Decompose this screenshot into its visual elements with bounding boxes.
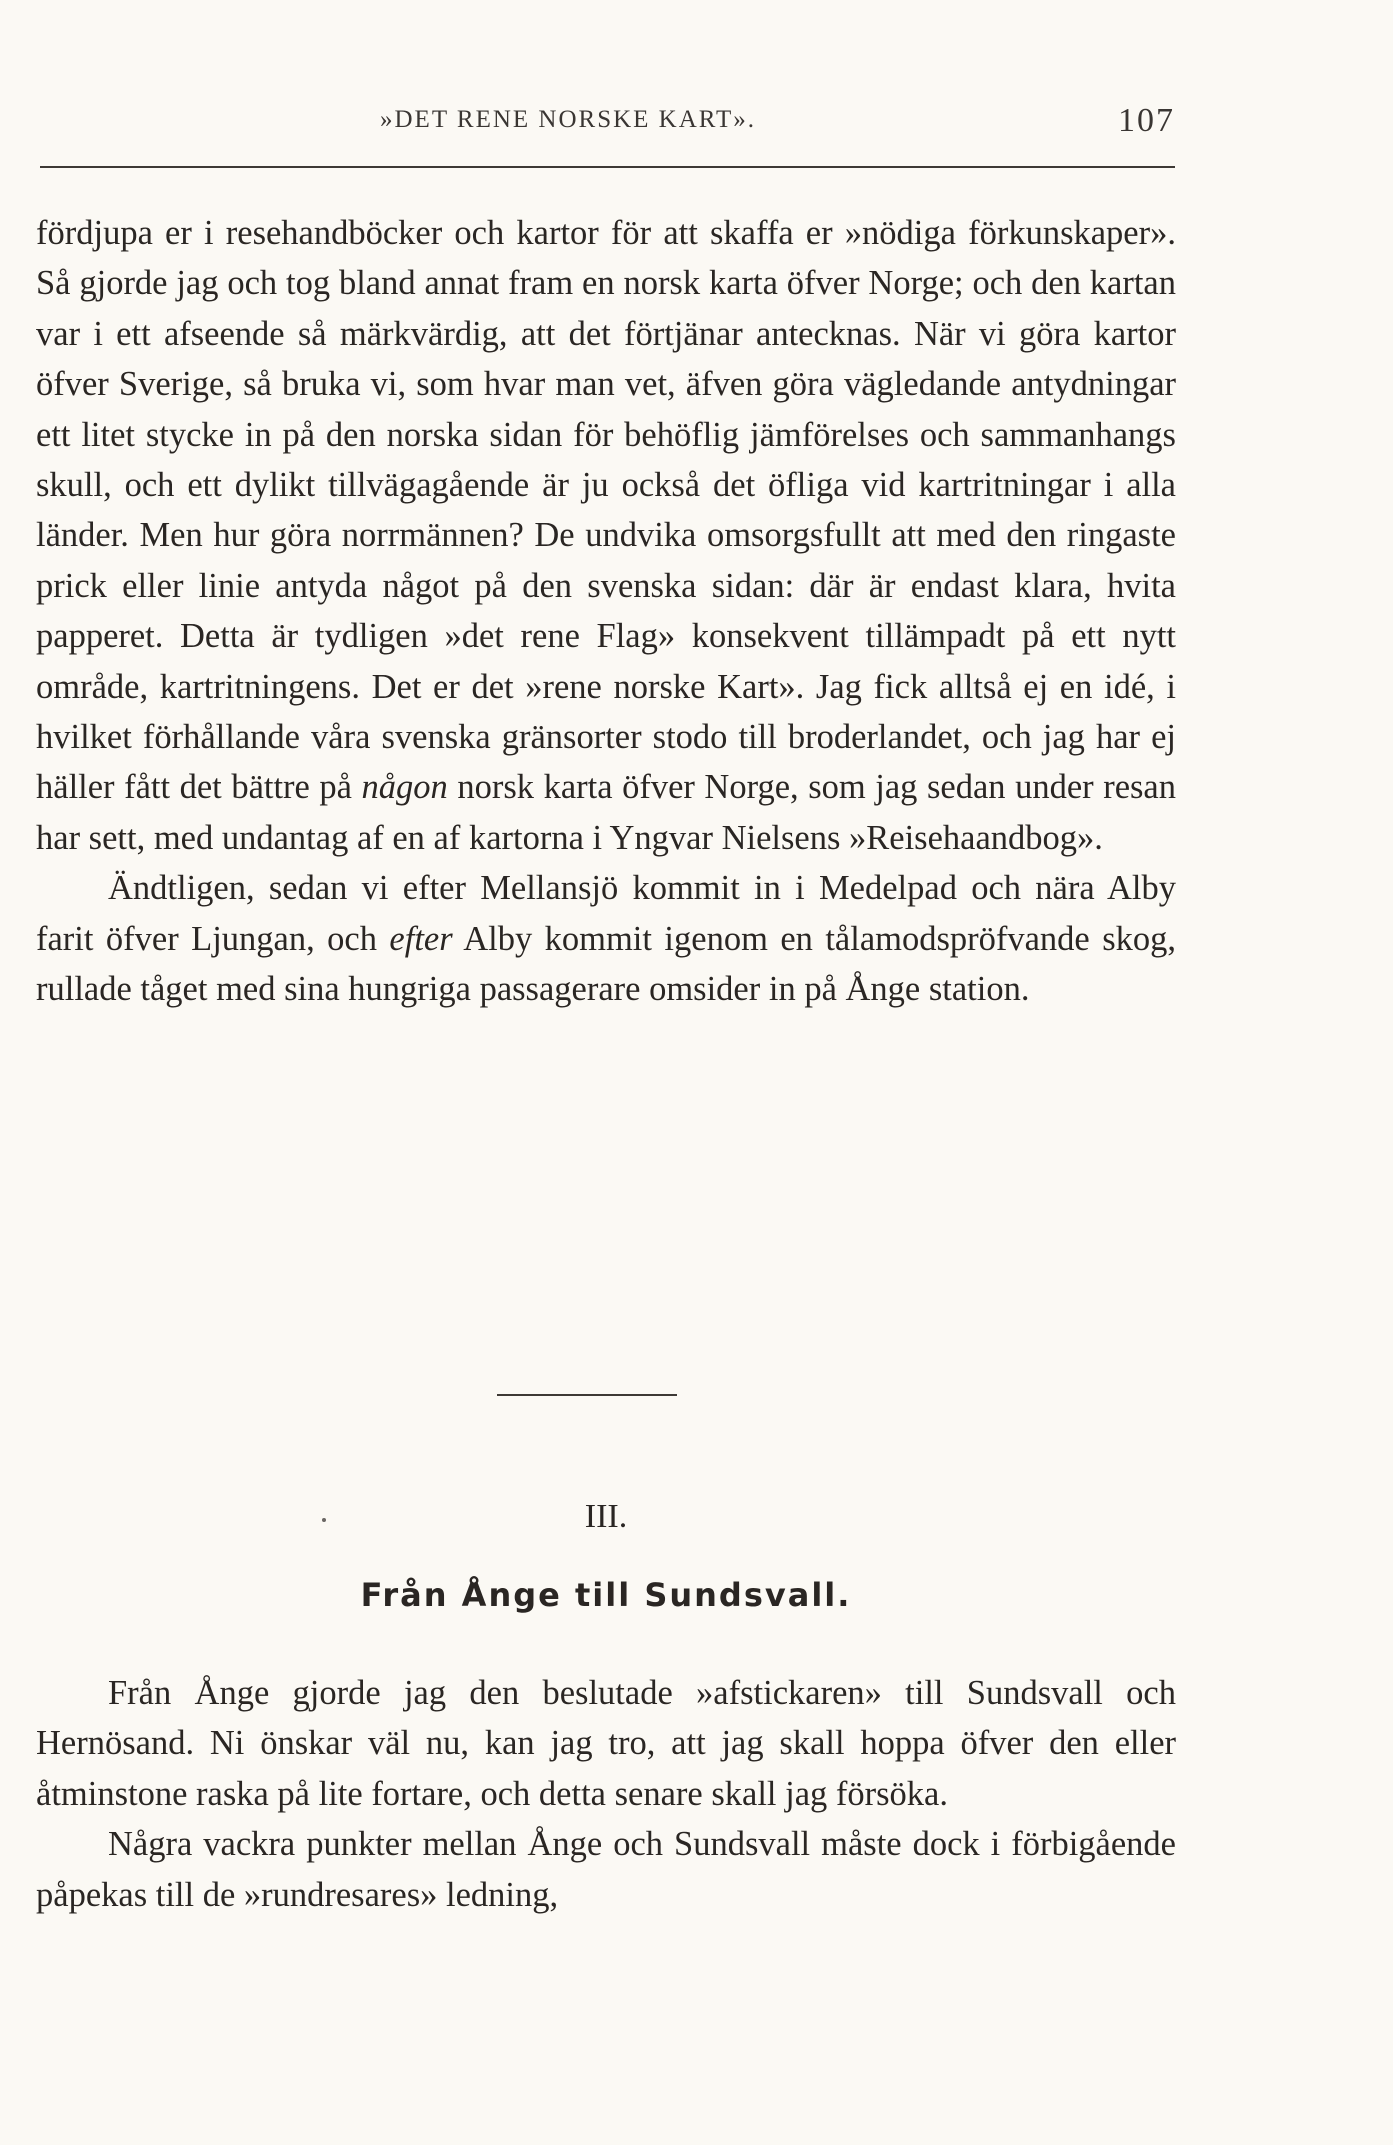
section-number: III. xyxy=(584,1498,628,1535)
paragraph-2-text-b: Alby kommit igenom en tålamodspröfvande skog, rullade tåget med sina hungriga passagerare omsider in på Ånge station. xyxy=(36,919,1176,1009)
paragraph-1-emphasis: någon xyxy=(361,768,448,807)
paragraph-3: Från Ånge gjorde jag den beslutade »afstickaren» till Sundsvall och Hernösand. Ni önskar väl nu, kan jag tro, att jag skall hoppa öfver den eller åtminstone raska på lite fortare, och detta senare skall jag försöka. xyxy=(36,1674,1176,1813)
paragraph-2 xyxy=(36,863,1176,1014)
paragraph-2-text-a: Ändtligen, sedan vi efter Mellansjö kommit in i Medelpad och nära Alby farit öfver Ljungan, och xyxy=(36,869,1176,958)
text-block-upper xyxy=(36,208,1176,1015)
text-block-lower xyxy=(36,1668,1176,1920)
running-title: »DET RENE NORSKE KART». xyxy=(380,106,756,133)
paragraph-1-text-a: fördjupa er i resehandböcker och kartor för att skaffa er »nödiga förkunskaper». Så gjorde jag och tog bland annat fram en norsk karta öfver Norge; och den kartan var i ett afseende så märkvärdig, att det förtjänar antecknas. När vi göra kartor öfver Sverige, så bruka vi, som hvar man vet, äfven göra vägledande antydningar ett litet stycke in på den norska sidan för behöflig jämförelses och sammanhangs skull, och ett dylikt tillvägagående är ju också det öfliga vid kartritningar i alla länder. Men hur göra norrmännen? De undvika omsorgsfullt att med den ringaste prick eller linie antyda något på den svenska sidan: där är endast klara, hvita papperet. Detta är tydligen »det rene Flag» konsekvent tillämpadt på ett nytt område, kartritningens. Det er det »rene norske Kart». Jag fick alltså ej en idé, i hvilket förhållande våra svenska gränsorter stodo till broderlandet, och jag har ej häller fått det bättre på xyxy=(36,214,1176,807)
paragraph-4: Några vackra punkter mellan Ånge och Sundsvall måste dock i förbigående påpekas till de »rundresares» ledning, xyxy=(36,1825,1176,1914)
section-divider xyxy=(497,1394,677,1396)
paragraph-1-text-b: norsk karta öfver Norge, som jag sedan under resan har sett, med undantag af en af kartorna i Yngvar Nielsens »Reisehaandbog». xyxy=(36,768,1176,857)
paragraph-2-emphasis: efter xyxy=(389,919,453,958)
header-rule xyxy=(40,166,1175,168)
page-number: 107 xyxy=(1118,102,1175,139)
section-title: Från Ånge till Sundsvall. xyxy=(360,1576,852,1614)
running-header xyxy=(40,102,1175,146)
paragraph-1 xyxy=(36,208,1176,863)
